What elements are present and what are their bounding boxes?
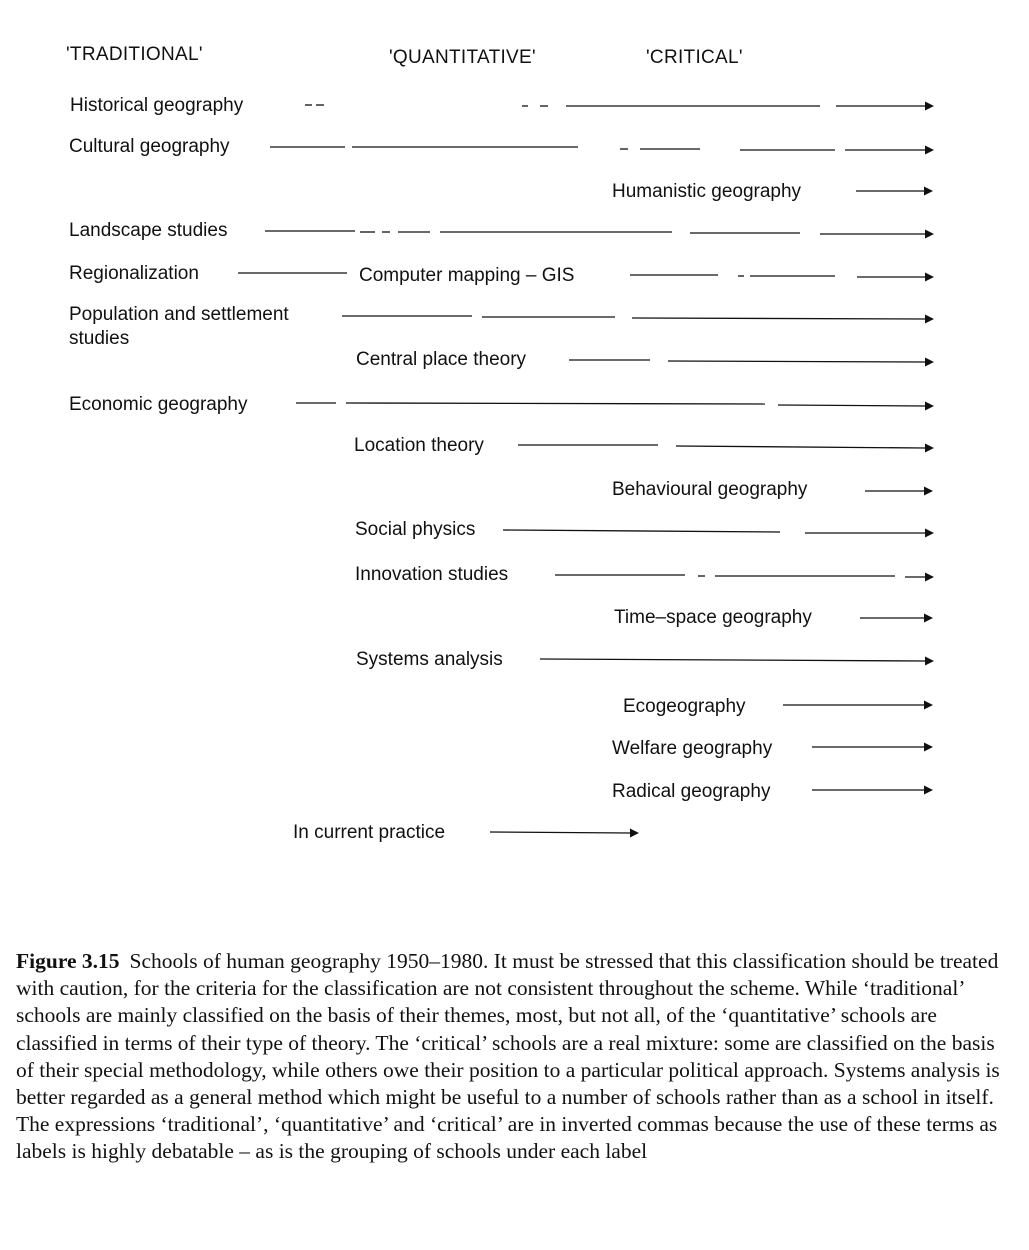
label-systems-analysis: Systems analysis (356, 649, 503, 670)
label-behavioural-geography: Behavioural geography (612, 479, 808, 500)
label-cultural-geography: Cultural geography (69, 136, 230, 157)
label-innovation-studies: Innovation studies (355, 564, 509, 585)
line-humanistic-geography (856, 187, 933, 196)
legend-label: In current practice (293, 822, 446, 843)
line-systems-analysis (540, 657, 934, 666)
line-behavioural-geography (865, 487, 933, 496)
line-radical-geography (812, 786, 933, 795)
line-time-space-geography (860, 614, 933, 623)
label-population-settlement-2: studies (69, 328, 130, 349)
label-landscape-studies: Landscape studies (69, 220, 228, 241)
label-computer-mapping-gis: Computer mapping – GIS (359, 265, 575, 286)
line-historical-geography (305, 102, 934, 111)
label-social-physics: Social physics (355, 519, 476, 540)
header-quantitative: 'QUANTITATIVE' (389, 47, 536, 68)
line-location-theory (518, 444, 934, 453)
line-ecogeography (783, 701, 933, 710)
label-population-settlement: Population and settlement (69, 304, 289, 325)
line-cultural-geography (270, 146, 934, 155)
line-welfare-geography (812, 743, 933, 752)
label-regionalization: Regionalization (69, 263, 199, 284)
line-social-physics (503, 529, 934, 538)
label-radical-geography: Radical geography (612, 781, 771, 802)
line-population-settlement (342, 315, 934, 324)
label-historical-geography: Historical geography (70, 95, 244, 116)
line-landscape-studies (265, 230, 934, 239)
label-ecogeography: Ecogeography (623, 696, 746, 717)
header-traditional: 'TRADITIONAL' (66, 44, 203, 65)
label-location-theory: Location theory (354, 435, 484, 456)
figure-number: Figure 3.15 (16, 949, 120, 973)
legend-arrow (490, 829, 639, 838)
line-computer-mapping-gis (630, 273, 934, 282)
header-critical: 'CRITICAL' (646, 47, 743, 68)
label-time-space-geography: Time–space geography (614, 607, 812, 628)
label-humanistic-geography: Humanistic geography (612, 181, 802, 202)
label-central-place-theory: Central place theory (356, 349, 527, 370)
line-innovation-studies (555, 573, 934, 582)
line-central-place-theory (569, 358, 934, 367)
line-economic-geography (296, 402, 934, 411)
caption-text: Schools of human geography 1950–1980. It must be stressed that this classification should be treated with caution, for the criteria for the classification are not consistent throughout the scheme. While ‘traditional’ schools are mainly classified on the basis of their themes, most, but not all, of the ‘quantitative’ schools are classified in terms of their type of theory. The ‘critical’ schools are a real mixture: some are classified on the basis of their special methodology, while others owe their position to a particular political approach. Systems analysis is better regarded as a general method which might be useful to a number of schools rather than as a school in itself. The expressions ‘traditional’, ‘quantitative’ and ‘critical’ are in inverted commas because the use of these terms as labels is highly debatable – as is the grouping of schools under each label (16, 949, 1000, 1164)
label-economic-geography: Economic geography (69, 394, 248, 415)
figure-caption (16, 948, 1016, 1166)
label-welfare-geography: Welfare geography (612, 738, 773, 759)
